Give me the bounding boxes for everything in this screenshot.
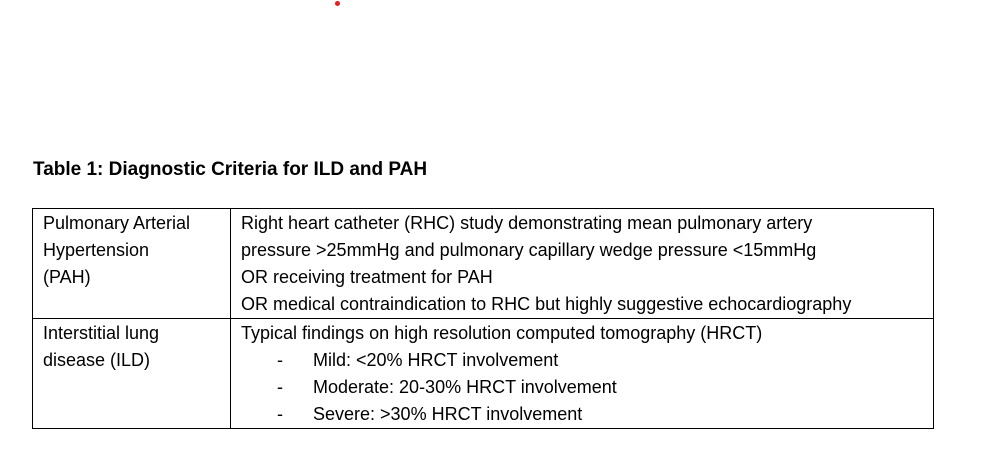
severity-text: Mild: <20% HRCT involvement [313,350,559,370]
dash-bullet: - [277,404,283,424]
term-line: Hypertension [43,240,150,260]
red-marker-dot [335,1,340,6]
criteria-line: OR medical contraindication to RHC but highly suggestive echocardiography [241,294,852,314]
term-line: Interstitial lung [43,323,160,343]
table-row-ild [33,319,934,429]
term-cell-pah [33,209,231,319]
table-caption: Table 1: Diagnostic Criteria for ILD and PAH [33,159,428,180]
term-line: Pulmonary Arterial [43,213,191,233]
severity-item-severe [241,401,925,428]
criteria-line: OR receiving treatment for PAH [241,267,493,287]
severity-item-mild [241,347,925,374]
dash-bullet: - [277,377,283,397]
severity-text: Severe: >30% HRCT involvement [313,404,583,424]
term-cell-ild [33,319,231,429]
criteria-line: Right heart catheter (RHC) study demonstrating mean pulmonary artery [241,213,813,233]
term-line: disease (ILD) [43,350,151,370]
dash-bullet: - [277,350,283,370]
diagnostic-criteria-table [32,208,934,429]
term-line: (PAH) [43,267,91,287]
criteria-cell-pah [231,209,934,319]
table-row-pah [33,209,934,319]
severity-item-moderate [241,374,925,401]
severity-text: Moderate: 20-30% HRCT involvement [313,377,617,397]
criteria-line: pressure >25mmHg and pulmonary capillary wedge pressure <15mmHg [241,240,817,260]
criteria-intro: Typical findings on high resolution computed tomography (HRCT) [241,323,763,343]
criteria-cell-ild [231,319,934,429]
